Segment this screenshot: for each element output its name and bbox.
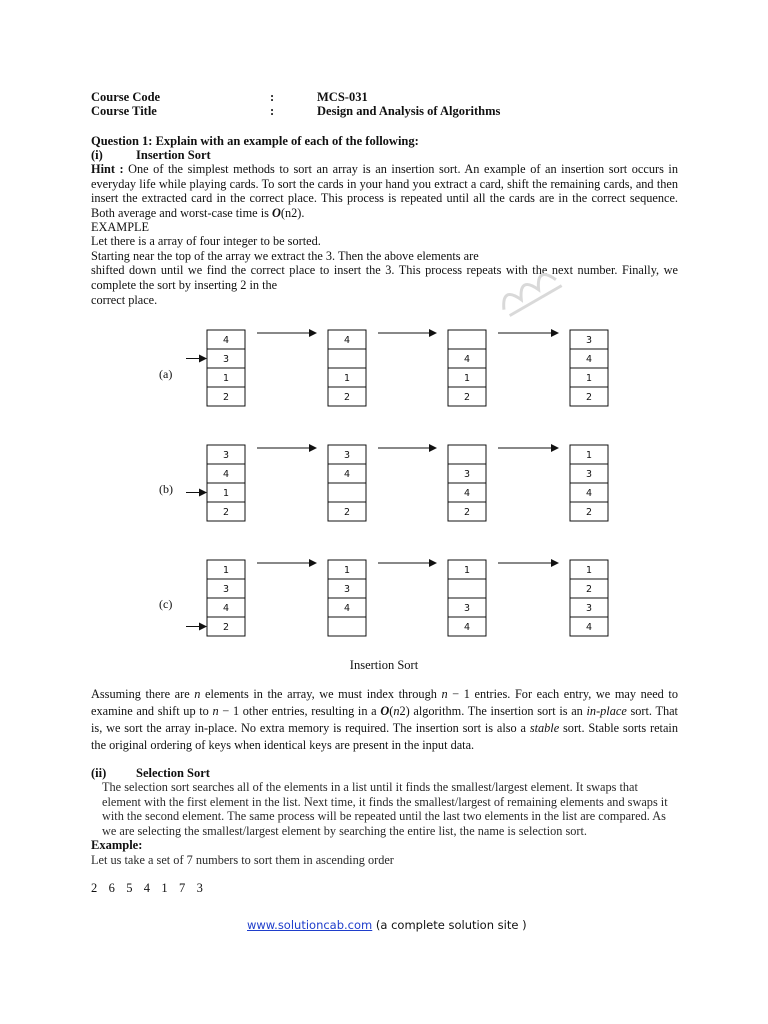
hint-big-o: O [271,205,281,220]
cell-value: 1 [585,373,593,384]
cell-value: 1 [585,565,593,576]
cell-value: 4 [343,335,351,346]
sequence-number: 1 [161,881,168,895]
diagram-caption: Insertion Sort [349,658,419,672]
cell-value: 1 [343,373,351,384]
array-cell [328,483,366,502]
cell-value: 4 [463,622,471,633]
sequence-number: 4 [143,881,151,895]
cell-value: 4 [343,469,351,480]
hint-paragraph [91,162,678,220]
cell-value: 1 [222,488,230,499]
part-i-number: (i) [91,148,103,162]
cell-value: 4 [222,469,230,480]
footer-link[interactable]: www.solutioncab.com [247,918,373,932]
example-line-2: Starting near the top of the array we extract the 3. Then the above elements are [91,249,479,263]
sequence-number: 7 [178,881,186,895]
cell-value: 2 [585,507,593,518]
array-cell [448,445,486,464]
footer [247,918,527,932]
cell-value: 2 [343,507,351,518]
cell-value: 1 [343,565,351,576]
hint-label: Hint : [91,162,124,176]
hint-text: One of the simplest methods to sort an array is an insertion sort. An example of an insertion sort occurs in everyday life while playing cards. To sort the cards in your hand you extract a card, shift the remaining cards, and then insert the extracted card in the correct place. This process is repeated until all the cards are in the correct sequence. Both average and worst-case time is [91,162,678,220]
cell-value: 1 [463,565,471,576]
example-text: Let us take a set of 7 numbers to sort them in ascending order [91,853,394,867]
cell-value: 2 [343,392,351,403]
course-code-colon: : [270,90,275,104]
cell-value: 3 [343,584,351,595]
example-line-1: Let there is a array of four integer to be sorted. [91,234,321,248]
cell-value: 3 [343,450,351,461]
analysis-paragraph: Assuming there are n elements in the array, we must index through n − 1 entries. For each entry, we may need to examine and shift up to n − 1 other entries, resulting in a O(n2) algorithm. The insertion sort is an in-place sort. That is, we sort the array in-place. No extra memory is required. The insertion sort is also a stable sort. Stable sorts retain the original ordering of keys when identical keys are present in the input data. [91,687,678,752]
part-ii-title: Selection Sort [136,766,210,780]
cell-value: 3 [463,603,471,614]
cell-value: 2 [222,392,230,403]
cell-value: 4 [463,488,471,499]
cell-value: 2 [463,392,471,403]
cell-value: 2 [463,507,471,518]
cell-value: 2 [585,584,593,595]
sequence-number: 5 [126,881,133,895]
course-code-value: MCS-031 [317,90,368,104]
example-line-4: correct place. [91,293,158,307]
course-title-value: Design and Analysis of Algorithms [317,104,501,118]
part-ii-number: (ii) [91,766,107,780]
cell-value: 2 [222,622,230,633]
cell-value: 3 [222,450,230,461]
cell-value: 4 [585,354,593,365]
cell-value: 2 [222,507,230,518]
question-1-title: Question 1: Explain with an example of each of the following: [91,134,419,148]
cell-value: 4 [343,603,351,614]
array-cell [328,349,366,368]
example-line-3: shifted down until we find the correct place to insert the 3. This process repeats with the next number. Finally, we complete the sort by inserting 2 in the [91,263,678,292]
cell-value: 3 [585,335,593,346]
cell-value: 1 [222,565,230,576]
cell-value: 1 [463,373,471,384]
cell-value: 3 [222,584,230,595]
row-label: (b) [159,482,173,496]
array-cell [328,617,366,636]
course-code-label: Course Code [91,90,161,104]
sequence-number: 6 [108,881,115,895]
course-title-colon: : [270,104,275,118]
cell-value: 1 [585,450,593,461]
insertion-sort-diagram [0,322,768,672]
sequence-number: 2 [91,881,98,895]
cell-value: 4 [222,603,230,614]
watermark-logo [488,262,578,310]
cell-value: 4 [585,622,593,633]
cell-value: 1 [222,373,230,384]
array-cell [448,330,486,349]
part-i-title: Insertion Sort [136,148,211,162]
cell-value: 3 [585,469,593,480]
hint-complexity: (n2). [280,205,305,220]
cell-value: 4 [585,488,593,499]
cell-value: 3 [463,469,471,480]
cell-value: 3 [585,603,593,614]
cell-value: 4 [222,335,230,346]
cell-value: 4 [463,354,471,365]
example-heading: EXAMPLE [91,220,150,234]
array-cell [448,579,486,598]
row-label: (a) [159,367,173,381]
sequence-number: 3 [196,881,203,895]
footer-suffix: (a complete solution site ) [372,918,527,932]
course-title-label: Course Title [91,104,157,118]
row-label: (c) [159,597,173,611]
selection-sort-text: The selection sort searches all of the elements in a list until it finds the smallest/largest element. It swaps that element with the first element in the list. Next time, it finds the smallest/largest of remaining elements and swaps it with the second element. The same process will be repeated until the last two elements in the list are compared. As we are selecting the smallest/largest element by searching the entire list, the name is selection sort. [102,780,668,838]
cell-value: 3 [222,354,230,365]
number-sequence [91,881,214,896]
example-label: Example: [91,838,143,852]
cell-value: 2 [585,392,593,403]
